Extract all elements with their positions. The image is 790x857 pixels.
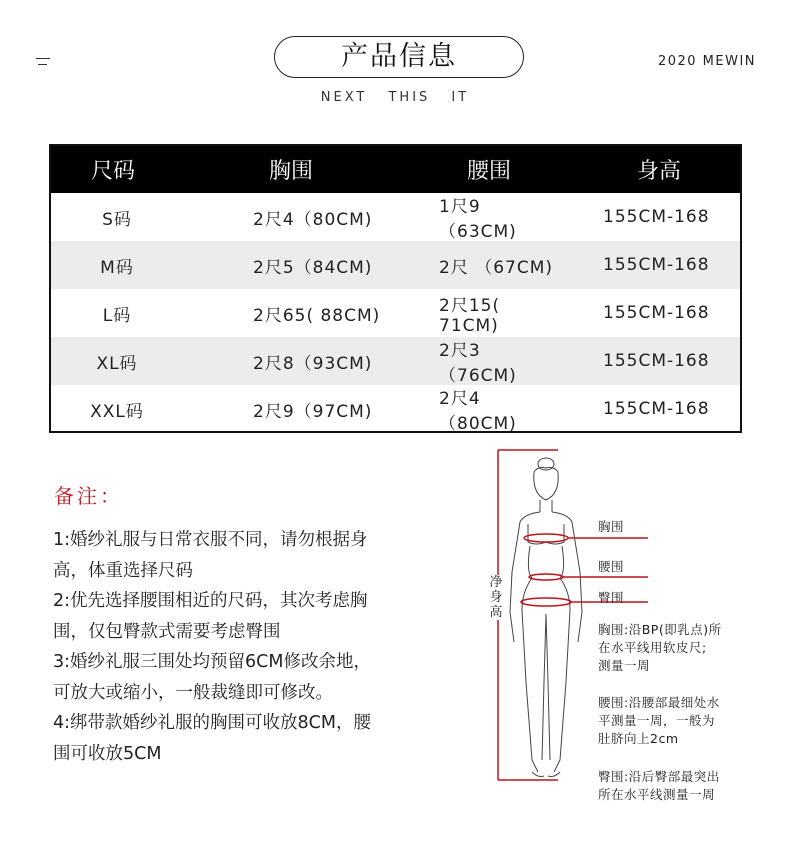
header-size: 尺码 — [91, 159, 136, 184]
page-title: 产品信息 — [274, 36, 524, 78]
cell-bust: 2尺4（80CM) — [253, 209, 373, 230]
waist-label: 腰围 — [598, 559, 625, 574]
size-table — [49, 144, 742, 433]
cell-waist: 2尺15( 71CM) — [439, 295, 501, 336]
bust-description — [598, 621, 722, 675]
waist-description — [598, 694, 720, 748]
cell-waist: 2尺4（80CM) — [439, 389, 517, 434]
cell-size: XXL码 — [90, 401, 144, 422]
table-row — [51, 385, 740, 433]
waist-desc-line: 肚脐向上2cm — [598, 731, 679, 746]
cell-waist: 2尺 （67CM) — [439, 257, 554, 278]
waist-desc-line: 平测量一周，一般为 — [598, 713, 716, 728]
cell-height: 155CM-168 — [603, 399, 710, 419]
note-line: 围，仅包臀款式需要考虑臀围 — [53, 621, 281, 642]
cell-height: 155CM-168 — [603, 207, 710, 227]
cell-height: 155CM-168 — [603, 255, 710, 275]
note-line: 高，体重选择尺码 — [53, 560, 193, 581]
note-line: 可放大或缩小，一般裁缝即可修改。 — [53, 682, 333, 703]
hip-description — [598, 768, 720, 804]
bust-label: 胸围 — [598, 519, 625, 534]
cell-bust: 2尺5（84CM) — [253, 257, 373, 278]
note-line: 围可收放5CM — [53, 743, 162, 764]
cell-size: M码 — [100, 257, 134, 278]
body-outline — [510, 458, 582, 777]
bust-desc-line: 在水平线用软皮尺; — [598, 640, 707, 655]
cell-size: L码 — [102, 305, 132, 326]
note-line: 1:婚纱礼服与日常衣服不同，请勿根据身 — [53, 530, 368, 550]
cell-bust: 2尺8（93CM) — [253, 353, 373, 374]
cell-waist: 1尺9（63CM) — [439, 197, 517, 242]
notes-list — [53, 525, 433, 769]
brand-label: 2020 MEWIN — [657, 54, 756, 69]
cell-height: 155CM-168 — [603, 303, 710, 323]
table-row — [51, 241, 740, 289]
note-line: 4:绑带款婚纱礼服的胸围可收放8CM，腰 — [53, 713, 371, 733]
header-height: 身高 — [637, 159, 682, 184]
cell-waist: 2尺3（76CM) — [439, 341, 517, 386]
bust-desc-line: 胸围:沿BP(即乳点)所 — [598, 622, 722, 637]
cell-height: 155CM-168 — [603, 351, 710, 371]
note-line: 2:优先选择腰围相近的尺码，其次考虑胸 — [53, 591, 368, 611]
cell-bust: 2尺65( 88CM) — [253, 305, 381, 326]
hip-desc-line: 所在水平线测量一周 — [598, 787, 716, 802]
table-row — [51, 289, 740, 337]
menu-icon[interactable] — [36, 58, 50, 66]
table-row — [51, 193, 740, 241]
measure-bands — [521, 534, 648, 606]
page-subtitle: NEXT THIS IT — [320, 90, 470, 105]
bust-desc-line: 测量一周 — [598, 658, 651, 673]
waist-desc-line: 腰围:沿腰部最细处水 — [598, 695, 720, 710]
note-line: 3:婚纱礼服三围处均预留6CM修改余地， — [53, 652, 371, 672]
cell-size: S码 — [102, 209, 132, 230]
table-row — [51, 337, 740, 385]
cell-bust: 2尺9（97CM) — [253, 401, 373, 422]
notes-heading: 备注： — [54, 484, 123, 508]
height-label: 净身高 — [489, 575, 503, 620]
table-header — [51, 146, 740, 193]
hip-desc-line: 臀围:沿后臀部最突出 — [598, 769, 720, 784]
cell-size: XL码 — [96, 353, 138, 374]
header-waist: 腰围 — [467, 159, 512, 184]
hip-label: 臀围 — [598, 590, 625, 605]
header-bust: 胸围 — [269, 159, 314, 184]
